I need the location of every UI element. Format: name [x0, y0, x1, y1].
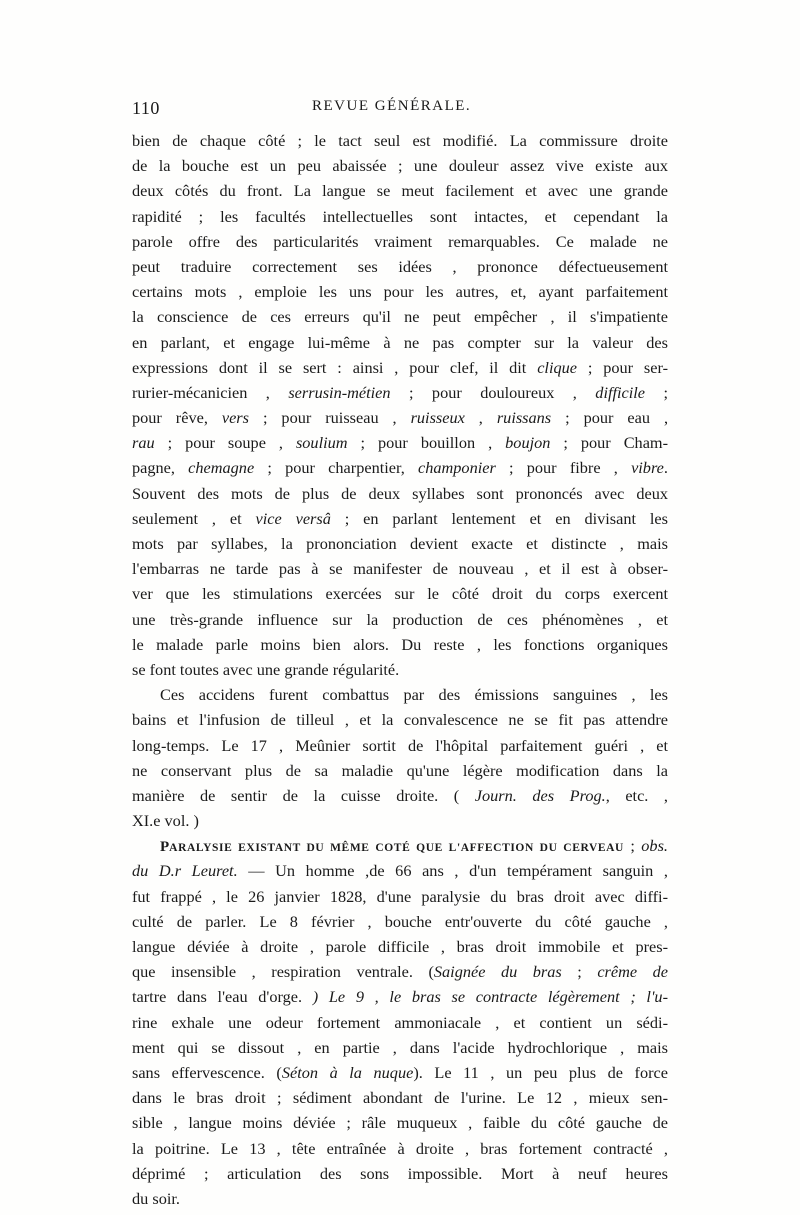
- text-line: expressions dont il se sert : ainsi , pour clef, il dit clique ; pour ser-: [132, 357, 668, 377]
- text-line: deux côtés du front. La langue se meut facilement et avec une grande: [132, 181, 668, 201]
- text-line: déprimé ; articulation des sons impossible. Mort à neuf heures: [132, 1163, 668, 1183]
- text-line: bains et l'infusion de tilleul , et la convalescence ne se fit pas attendre: [132, 710, 668, 730]
- paragraph-2: [132, 682, 668, 833]
- text-line: le malade parle moins bien alors. Du reste , les fonctions organiques: [132, 634, 668, 654]
- text-line: se font toutes avec une grande régularité.: [132, 659, 400, 679]
- paragraph-observation: [132, 833, 668, 1211]
- paragraph-1: [132, 128, 668, 682]
- text-line: rurier-mécanicien , serrusin-métien ; pour douloureux , difficile ;: [132, 382, 668, 402]
- text-line: peut traduire correctement ses idées , prononce défectueusement: [132, 256, 668, 276]
- body-text: [132, 128, 668, 1211]
- text-line: fut frappé , le 26 janvier 1828, d'une paralysie du bras droit avec diffi-: [132, 886, 668, 906]
- text-line: parole offre des particularités vraiment remarquables. Ce malade ne: [132, 231, 668, 251]
- text-line: XI.e vol. ): [132, 811, 199, 831]
- text-line: la poitrine. Le 13 , tête entraînée à droite , bras fortement contracté ,: [132, 1138, 668, 1158]
- text-line: culté de parler. Le 8 février , bouche entr'ouverte du côté gauche ,: [132, 911, 668, 931]
- text-line: rau ; pour soupe , soulium ; pour bouillon , boujon ; pour Cham-: [132, 433, 669, 453]
- text-line: seulement , et vice versâ ; en parlant lentement et en divisant les: [132, 508, 668, 528]
- text-line: tartre dans l'eau d'orge. ) Le 9 , le bras se contracte légèrement ; l'u-: [132, 987, 668, 1007]
- section-title-line: PARALYSIE EXISTANT DU MÊME COTÉ QUE L'AFFECTION DU CERVEAU ; obs.: [160, 836, 668, 856]
- text-line: l'embarras ne tarde pas à se manifester de nouveau , et il est à obser-: [132, 559, 668, 579]
- text-line: que insensible , respiration ventrale. (Saignée du bras ; crême de: [132, 962, 668, 982]
- text-line: ne conservant plus de sa maladie qu'une légère modification dans la: [132, 760, 668, 780]
- text-line: de la bouche est un peu abaissée ; une douleur assez vive existe aux: [132, 156, 668, 176]
- text-line: rine exhale une odeur fortement ammoniacale , et contient un sédi-: [132, 1012, 668, 1032]
- observation-source: obs.: [641, 836, 668, 856]
- text-line: dans le bras droit ; sédiment abondant de l'urine. Le 12 , mieux sen-: [132, 1088, 668, 1108]
- page-number: 110: [132, 98, 160, 118]
- text-line: du soir.: [132, 1188, 180, 1208]
- text-line: sans effervescence. (Séton à la nuque). Le 11 , un peu plus de force: [132, 1062, 668, 1082]
- text-line: Ces accidens furent combattus par des émissions sanguines , les: [160, 685, 668, 705]
- text-line: la conscience de ces erreurs qu'il ne peut empêcher , il s'impatiente: [132, 307, 668, 327]
- text-line: du D.r Leuret. — Un homme ,de 66 ans , d'un tempérament sanguin ,: [132, 861, 668, 881]
- text-line: long-temps. Le 17 , Meûnier sortit de l'hôpital parfaitement guéri , et: [132, 735, 668, 755]
- text-line: en parlant, et engage lui-même à ne pas compter sur la valeur des: [132, 332, 668, 352]
- text-line: langue déviée à droite , parole difficile , bras droit immobile et pres-: [132, 937, 668, 956]
- text-line: certains mots , emploie les uns pour les autres, et, ayant parfaitement: [132, 282, 668, 302]
- running-title: REVUE GÉNÉRALE.: [312, 98, 472, 114]
- text-line: manière de sentir de la cuisse droite. ( Journ. des Prog., etc. ,: [132, 785, 669, 805]
- text-line: Souvent des mots de plus de deux syllabes sont prononcés avec deux: [132, 483, 668, 503]
- text-line: pour rêve, vers ; pour ruisseau , ruisseux , ruissans ; pour eau ,: [132, 408, 669, 428]
- text-line: mots par syllabes, la prononciation devient exacte et distincte , mais: [132, 534, 668, 553]
- text-line: ver que les stimulations exercées sur le côté droit du corps exercent: [132, 584, 668, 604]
- section-title: PARALYSIE EXISTANT DU MÊME COTÉ QUE L'AFFECTION DU CERVEAU: [160, 839, 624, 856]
- page-header: [132, 98, 668, 124]
- text-line: rapidité ; les facultés intellectuelles sont intactes, et cependant la: [132, 206, 668, 226]
- text-line: une très-grande influence sur la production de ces phénomènes , et: [132, 609, 668, 629]
- text-line: ment qui se dissout , en partie , dans l'acide hydrochlorique , mais: [132, 1037, 668, 1057]
- text-line: sible , langue moins déviée ; râle muqueux , faible du côté gauche de: [132, 1113, 668, 1133]
- text-line: pagne, chemagne ; pour charpentier, champonier ; pour fibre , vibre.: [132, 458, 668, 478]
- text-line: bien de chaque côté ; le tact seul est modifié. La commissure droite: [132, 131, 668, 150]
